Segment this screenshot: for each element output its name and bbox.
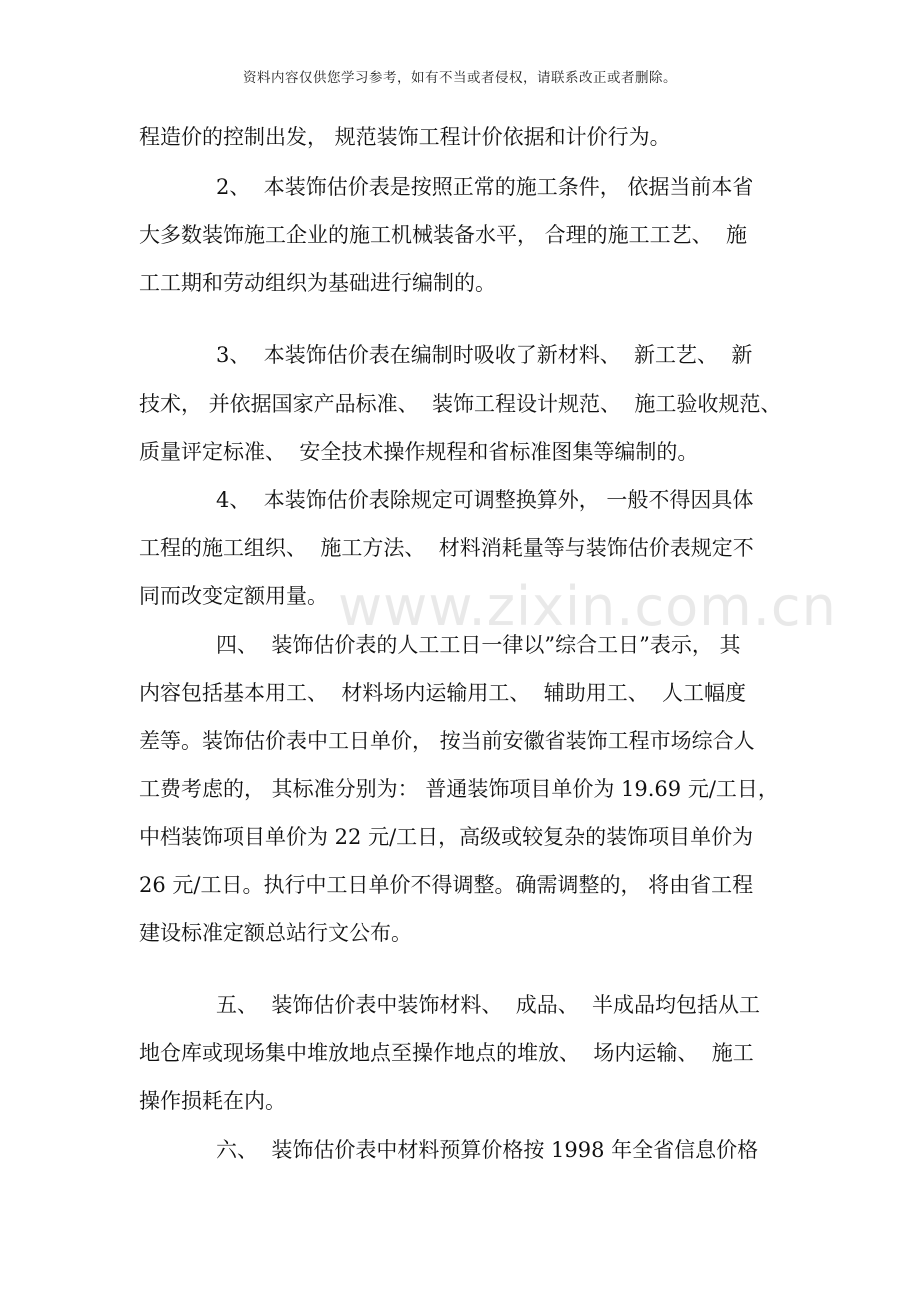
paragraph-line: 同而改变定额用量。: [139, 584, 328, 608]
page-header-notice: 资料内容仅供您学习参考，如有不当或者侵权，请联系改正或者删除。: [243, 70, 677, 86]
paragraph-line: 4、 本装饰估价表除规定可调整换算外， 一般不得因具体: [216, 488, 754, 512]
paragraph-line: 建设标准定额总站行文公布。: [139, 921, 412, 945]
paragraph-line: 四、 装饰估价表的人工工日一律以”综合工日”表示， 其: [216, 633, 741, 657]
paragraph-line: 工工期和劳动组织为基础进行编制的。: [139, 271, 496, 295]
watermark: www.zixin.com.cn: [338, 575, 837, 638]
paragraph-line: 中档装饰项目单价为 22 元/工日，高级或较复杂的装饰项目单价为: [139, 825, 754, 849]
paragraph-line: 程造价的控制出发， 规范装饰工程计价依据和计价行为。: [139, 125, 671, 149]
paragraph-line: 工程的施工组织、 施工方法、 材料消耗量等与装饰估价表规定不: [139, 536, 754, 560]
paragraph-line: 26 元/工日。执行中工日单价不得调整。确需调整的， 将由省工程: [139, 873, 754, 897]
paragraph-line: 2、 本装饰估价表是按照正常的施工条件， 依据当前本省: [216, 175, 754, 199]
paragraph-line: 大多数装饰施工企业的施工机械装备水平， 合理的施工工艺、 施: [139, 223, 748, 247]
paragraph-line: 工费考虑的， 其标准分别为： 普通装饰项目单价为 19.69 元/工日，: [139, 777, 779, 801]
paragraph-line: 技术， 并依据国家产品标准、 装饰工程设计规范、 施工验收规范、: [139, 392, 782, 416]
paragraph-line: 差等。装饰估价表中工日单价， 按当前安徽省装饰工程市场综合人: [139, 729, 755, 753]
paragraph-line: 操作损耗在内。: [139, 1089, 286, 1113]
paragraph-line: 3、 本装饰估价表在编制时吸收了新材料、 新工艺、 新: [216, 343, 753, 367]
paragraph-line: 内容包括基本用工、 材料场内运输用工、 辅助用工、 人工幅度: [139, 681, 747, 705]
paragraph-line: 质量评定标准、 安全技术操作规程和省标准图集等编制的。: [139, 440, 699, 464]
paragraph-line: 五、 装饰估价表中装饰材料、 成品、 半成品均包括从工: [216, 993, 761, 1017]
paragraph-line: 地仓库或现场集中堆放地点至操作地点的堆放、 场内运输、 施工: [139, 1041, 754, 1065]
paragraph-line: 六、 装饰估价表中材料预算价格按 1998 年全省信息价格: [216, 1138, 759, 1162]
